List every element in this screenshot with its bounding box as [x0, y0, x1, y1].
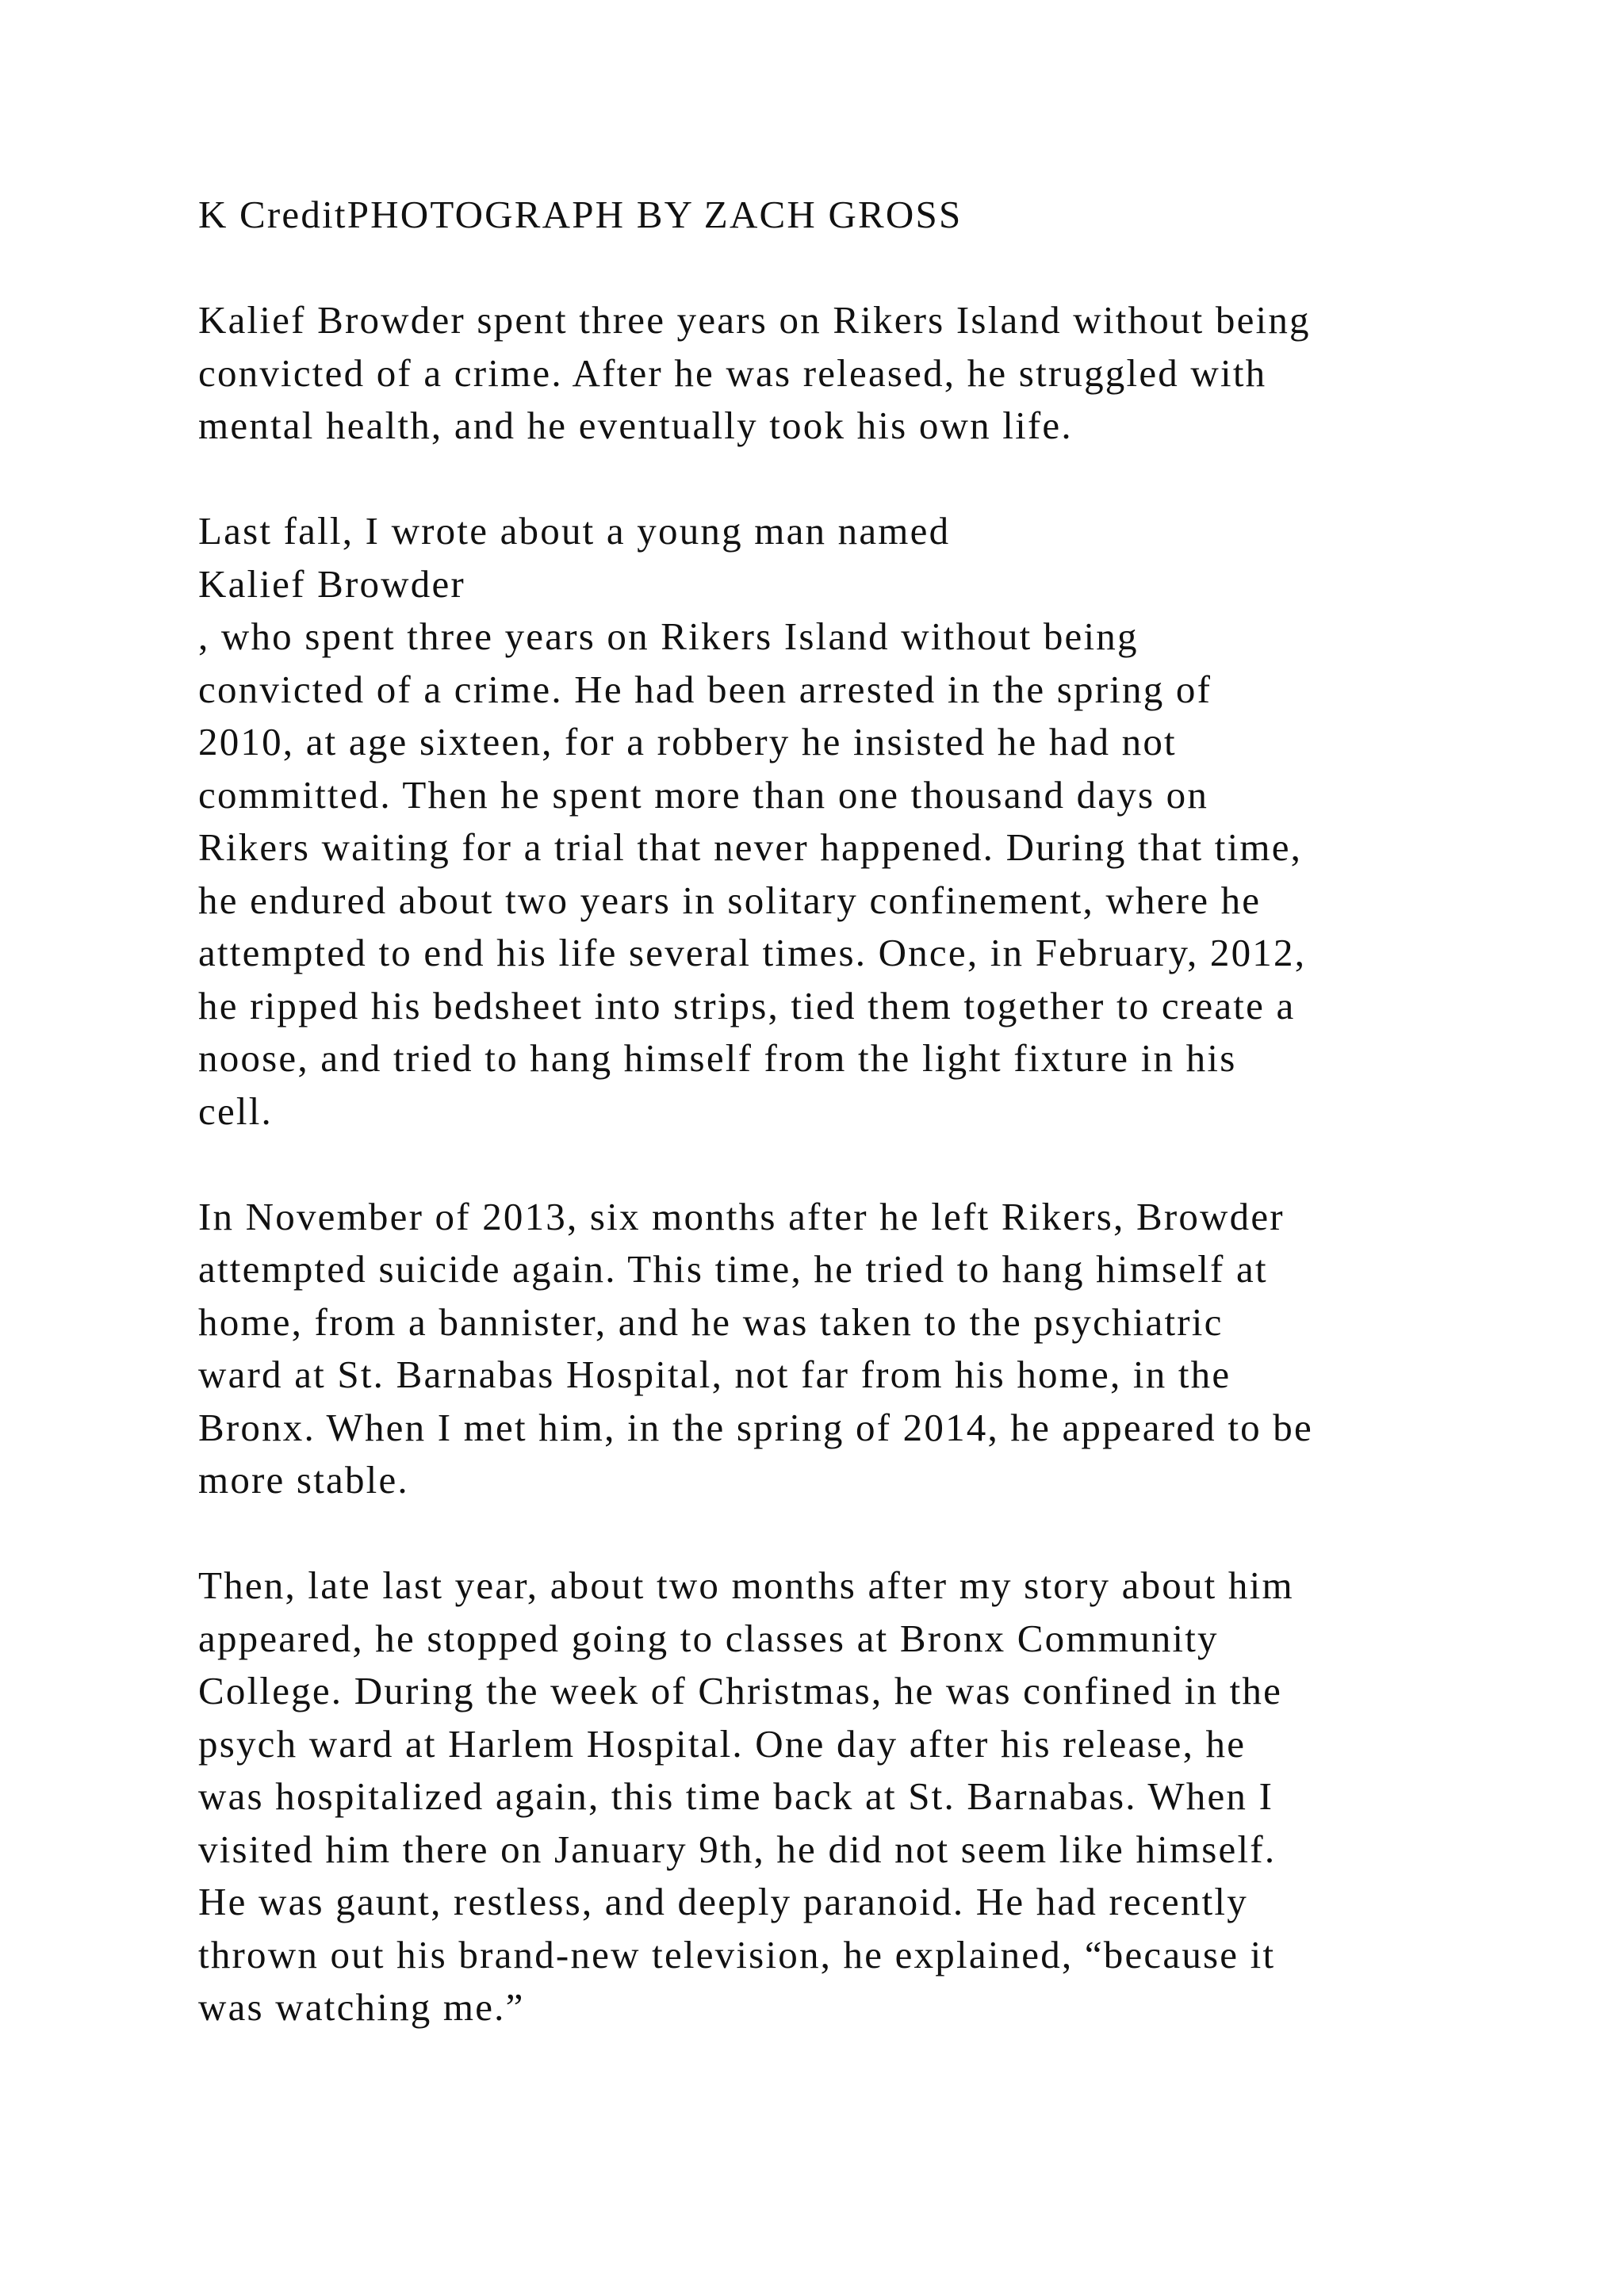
- paragraph-line: Kalief Browder spent three years on Rikers Island without being: [198, 298, 1311, 342]
- paragraph-line: noose, and tried to hang himself from the light fixture in his: [198, 1036, 1237, 1080]
- paragraph-line: convicted of a crime. He had been arrested in the spring of: [198, 667, 1212, 711]
- paragraph-line: In November of 2013, six months after he left Rikers, Browder: [198, 1194, 1285, 1238]
- paragraph-line: 2010, at age sixteen, for a robbery he insisted he had not: [198, 720, 1177, 763]
- paragraph-line: attempted to end his life several times. Once, in February, 2012,: [198, 931, 1307, 974]
- paragraph-1: [198, 294, 1483, 453]
- paragraph-line: mental health, and he eventually took his own life.: [198, 404, 1073, 447]
- paragraph-line: was watching me.”: [198, 1985, 525, 2029]
- paragraph-4: [198, 1559, 1483, 2034]
- paragraph-line: Rikers waiting for a trial that never happened. During that time,: [198, 825, 1303, 869]
- paragraph-line: visited him there on January 9th, he did not seem like himself.: [198, 1827, 1277, 1871]
- paragraph-line: He was gaunt, restless, and deeply paranoid. He had recently: [198, 1880, 1248, 1923]
- paragraph-spacer: [198, 1138, 1483, 1191]
- paragraph-line: thrown out his brand-new television, he explained, “because it: [198, 1932, 1276, 1976]
- paragraph-line: cell.: [198, 1089, 273, 1133]
- paragraph-line: ward at St. Barnabas Hospital, not far from his home, in the: [198, 1353, 1231, 1396]
- paragraph-line: Bronx. When I met him, in the spring of 2014, he appeared to be: [198, 1405, 1313, 1449]
- paragraph-2: [198, 505, 1483, 1138]
- paragraph-line: psych ward at Harlem Hospital. One day after his release, he: [198, 1721, 1247, 1766]
- paragraph-line: he endured about two years in solitary confinement, where he: [198, 878, 1262, 922]
- paragraph-line: committed. Then he spent more than one thousand days on: [198, 772, 1209, 817]
- paragraph-spacer: [198, 453, 1483, 506]
- paragraph-line: Then, late last year, about two months after my story about him: [198, 1563, 1294, 1607]
- paragraph-line: home, from a bannister, and he was taken to the psychiatric: [198, 1299, 1224, 1344]
- paragraph-line: he ripped his bedsheet into strips, tied them together to create a: [198, 983, 1296, 1027]
- paragraph-line: College. During the week of Christmas, he was confined in the: [198, 1669, 1283, 1712]
- link-kalief-browder: Kalief Browder: [198, 561, 465, 606]
- paragraph-line: attempted suicide again. This time, he tried to hang himself at: [198, 1247, 1268, 1291]
- paragraph-spacer: [198, 1507, 1483, 1560]
- paragraph-line: more stable.: [198, 1458, 409, 1502]
- paragraph-line: appeared, he stopped going to classes at Bronx Community: [198, 1616, 1219, 1660]
- paragraph-spacer: [198, 242, 1483, 295]
- paragraph-line: , who spent three years on Rikers Island without being: [198, 614, 1139, 658]
- document-page: [198, 189, 1483, 2034]
- paragraph-line: Last fall, I wrote about a young man named: [198, 509, 951, 553]
- photo-credit: K CreditPHOTOGRAPH BY ZACH GROSS: [198, 193, 963, 236]
- paragraph-line: convicted of a crime. After he was released, he struggled with: [198, 350, 1267, 395]
- paragraph-3: [198, 1191, 1483, 1507]
- paragraph-line: was hospitalized again, this time back at St. Barnabas. When I: [198, 1774, 1274, 1818]
